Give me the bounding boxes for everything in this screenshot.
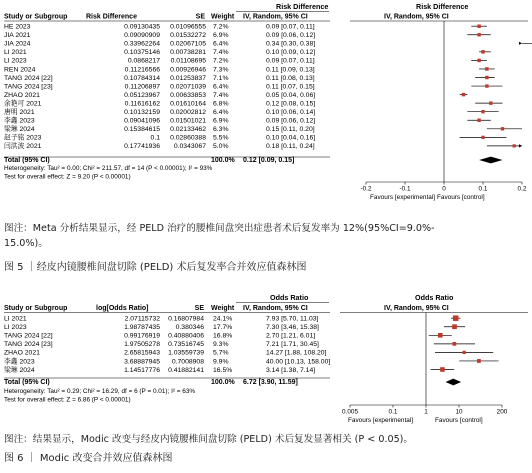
axis-tick-label: 0 bbox=[442, 185, 446, 193]
study-ci: 0.09 [0.07, 0.11] bbox=[266, 57, 315, 65]
study-weight: 6.3% bbox=[213, 126, 229, 134]
study-weight: 16.8% bbox=[213, 332, 233, 340]
study-point-estimate bbox=[462, 93, 465, 96]
study-point-estimate bbox=[501, 127, 504, 130]
study-row bbox=[4, 365, 315, 374]
study-row bbox=[4, 133, 315, 142]
study-ci: 0.15 [0.11, 0.20] bbox=[266, 126, 315, 134]
study-ci: 0.05 [0.04, 0.06] bbox=[266, 91, 316, 99]
study-weight: 5.5% bbox=[213, 134, 229, 142]
study-ci: 0.10 [0.04, 0.16] bbox=[266, 134, 316, 142]
study-row bbox=[4, 75, 315, 82]
fig5-overall-effect: Test for overall effect: Z = 9.20 (P < 0.00001) bbox=[4, 173, 131, 181]
study-row bbox=[4, 107, 315, 116]
study-estimate: 0.11206897 bbox=[124, 83, 160, 91]
study-ci: 0.09 [0.06, 0.12] bbox=[266, 32, 316, 40]
study-estimate: 0.09130435 bbox=[124, 23, 160, 31]
study-point-estimate bbox=[513, 144, 516, 147]
study-name: 梁琳 2024 bbox=[4, 366, 35, 374]
study-weight: 7.1% bbox=[213, 74, 229, 82]
study-se: 1.03559739 bbox=[168, 349, 204, 357]
study-weight: 7.2% bbox=[213, 57, 229, 65]
fig5-favours-right: Favours [control] bbox=[437, 194, 485, 201]
study-weight: 9.9% bbox=[213, 358, 229, 366]
study-ci: 7.21 [1.71, 30.45] bbox=[266, 341, 319, 349]
study-weight: 6.4% bbox=[213, 40, 229, 48]
study-row bbox=[4, 58, 315, 65]
study-name: 梁琳 2024 bbox=[4, 126, 35, 134]
study-row bbox=[4, 341, 319, 348]
study-point-estimate bbox=[452, 324, 457, 329]
study-point-estimate bbox=[440, 367, 445, 372]
fig6-col-ci: IV, Random, 95% CI bbox=[243, 305, 308, 312]
study-se: 0.380346 bbox=[175, 324, 204, 332]
study-point-estimate bbox=[477, 24, 480, 27]
axis-tick-label: 1 bbox=[424, 408, 428, 416]
fig6-title: 图 6 ｜ Modic 改变合并效应值森林图 bbox=[4, 453, 173, 464]
study-weight: 6.8% bbox=[213, 100, 229, 108]
ci-overflow-arrow bbox=[519, 144, 522, 147]
study-name: 余艳可 2021 bbox=[4, 100, 42, 108]
fig6-marks bbox=[426, 313, 499, 406]
study-ci: 7.30 [3.46, 15.38] bbox=[266, 324, 319, 332]
study-se: 0.01096555 bbox=[170, 23, 206, 31]
fig5-x-axis bbox=[360, 182, 526, 193]
study-weight: 6.4% bbox=[213, 83, 229, 91]
study-estimate: 0.11616162 bbox=[124, 100, 160, 108]
study-ci: 0.18 [0.11, 0.24] bbox=[266, 143, 315, 151]
fig6-col-se: SE bbox=[194, 305, 204, 312]
study-row bbox=[4, 24, 315, 31]
study-point-estimate bbox=[438, 333, 443, 338]
study-weight: 24.1% bbox=[213, 315, 233, 323]
study-se: 0.01108695 bbox=[170, 57, 206, 65]
fig5-plot-header: Risk Difference bbox=[416, 2, 469, 11]
fig6-col-plot: IV, Random, 95% CI bbox=[384, 305, 449, 312]
study-point-estimate bbox=[453, 315, 458, 320]
study-name: ZHAO 2021 bbox=[4, 91, 40, 99]
study-se: 0.41882141 bbox=[168, 366, 204, 374]
study-row bbox=[4, 333, 315, 340]
fig6-total-weight: 100.0% bbox=[211, 379, 235, 386]
study-point-estimate bbox=[452, 342, 456, 346]
axis-tick-label: 0.1 bbox=[478, 185, 488, 193]
study-se: 0.02002812 bbox=[170, 109, 206, 116]
fig6-col-logor: log[Odds Ratio] bbox=[96, 305, 149, 312]
study-weight: 7.3% bbox=[213, 66, 229, 74]
study-estimate: 3.68887945 bbox=[124, 358, 160, 366]
study-se: 0.02071039 bbox=[170, 83, 206, 91]
study-name: HE 2023 bbox=[4, 23, 31, 31]
study-name: 闫洪波 2021 bbox=[4, 143, 42, 151]
study-name: LI 2021 bbox=[4, 315, 27, 323]
fig6-group-header: Odds Ratio bbox=[270, 293, 309, 302]
study-name: 李鑫 2023 bbox=[4, 117, 35, 125]
study-ci: 2.70 [1.21, 6.01] bbox=[266, 332, 316, 340]
study-point-estimate bbox=[481, 136, 484, 139]
study-row bbox=[4, 92, 315, 99]
fig5-favours-left: Favours [experimental] bbox=[370, 194, 435, 201]
study-row bbox=[4, 116, 315, 125]
axis-tick-label: -0.1 bbox=[399, 185, 411, 193]
fig6-col-study: Study or Subgroup bbox=[4, 305, 68, 312]
study-name: LI 2023 bbox=[4, 57, 27, 65]
study-ci: 0.12 [0.08, 0.15] bbox=[266, 100, 316, 108]
fig6-study-rows bbox=[4, 316, 330, 374]
fig5-group-header: Risk Difference bbox=[276, 2, 329, 11]
study-weight: 6.4% bbox=[213, 109, 229, 116]
study-row bbox=[4, 124, 315, 133]
study-point-estimate bbox=[481, 50, 484, 53]
study-ci: 7.93 [5.70, 11.03] bbox=[266, 315, 319, 323]
study-ci: 40.00 [10.13, 158.00] bbox=[266, 358, 331, 366]
fig6-total-label: Total (95% CI) bbox=[4, 379, 50, 386]
axis-tick-label: -0.2 bbox=[360, 185, 372, 193]
study-ci: 0.09 [0.07, 0.11] bbox=[266, 23, 315, 31]
study-name: ZHAO 2021 bbox=[4, 349, 40, 357]
study-estimate: 0.09041096 bbox=[124, 117, 160, 125]
fig6-favours-left: Favours [experimental] bbox=[348, 417, 413, 424]
study-weight: 6.9% bbox=[213, 117, 229, 125]
study-estimate: 1.97505278 bbox=[124, 341, 160, 349]
fig5-total-label: Total (95% CI) bbox=[4, 157, 50, 164]
fig6-favours-right: Favours [control] bbox=[435, 417, 483, 424]
study-estimate: 1.14517776 bbox=[124, 366, 160, 374]
study-name: JIA 2021 bbox=[4, 32, 31, 40]
study-name: JIA 2024 bbox=[4, 40, 31, 48]
study-point-estimate bbox=[481, 110, 484, 113]
fig5-total-weight: 100.0% bbox=[211, 157, 235, 164]
study-row bbox=[4, 98, 315, 107]
study-estimate: 0.33962264 bbox=[124, 40, 160, 48]
study-row bbox=[4, 66, 315, 73]
study-se: 0.02860388 bbox=[170, 134, 206, 142]
figure5-forest-plot bbox=[4, 2, 532, 201]
study-se: 0.0343067 bbox=[173, 143, 206, 151]
study-estimate: 0.17741936 bbox=[124, 143, 160, 151]
study-ci: 0.11 [0.08, 0.13] bbox=[266, 74, 315, 82]
study-estimate: 0.10784314 bbox=[124, 74, 160, 82]
study-row bbox=[4, 324, 319, 331]
fig6-heterogeneity: Heterogeneity: Tau² = 0.29; Chi² = 16.29, df = 6 (P = 0.01); I² = 63% bbox=[4, 388, 196, 395]
figure6-forest-plot bbox=[4, 293, 528, 424]
study-weight: 5.0% bbox=[213, 143, 229, 151]
pooled-diamond bbox=[446, 379, 462, 386]
study-se: 0.01253837 bbox=[170, 74, 206, 82]
study-name: TANG 2024 [22] bbox=[4, 332, 53, 340]
study-row bbox=[4, 49, 315, 56]
study-name: LI 2023 bbox=[4, 324, 27, 332]
study-se: 0.01501021 bbox=[170, 117, 206, 125]
study-row bbox=[4, 83, 315, 90]
study-se: 0.02133462 bbox=[170, 126, 206, 134]
fig5-marks bbox=[444, 21, 532, 182]
study-ci: 0.11 [0.07, 0.15] bbox=[266, 83, 315, 91]
fig6-caption: 图注：结果显示，Modic 改变与经皮内镜腰椎间盘切除 (PELD) 术后复发显著相关 (P < 0.05)。 bbox=[4, 434, 414, 445]
study-se: 0.00738281 bbox=[170, 49, 206, 57]
study-weight: 7.2% bbox=[213, 23, 229, 31]
study-ci: 0.09 [0.06, 0.12] bbox=[266, 117, 316, 125]
study-weight: 5.7% bbox=[213, 349, 229, 357]
fig5-heterogeneity: Heterogeneity: Tau² = 0.00; Chi² = 211.57, df = 14 (P < 0.00001); I² = 93% bbox=[4, 165, 213, 172]
study-point-estimate bbox=[477, 59, 480, 62]
axis-tick-label: 0.1 bbox=[388, 408, 398, 416]
study-ci: 0.10 [0.09, 0.12] bbox=[266, 49, 316, 57]
study-estimate: 0.1 bbox=[150, 134, 160, 142]
axis-tick-label: 10 bbox=[455, 408, 463, 416]
ci-overflow-arrow bbox=[519, 42, 522, 45]
study-name: REN 2024 bbox=[4, 66, 36, 74]
study-se: 0.7008908 bbox=[171, 358, 204, 366]
study-row bbox=[4, 32, 315, 39]
study-se: 0.73516745 bbox=[168, 341, 204, 349]
study-ci: 3.14 [1.38, 7.14] bbox=[266, 366, 316, 374]
fig5-col-study: Study or Subgroup bbox=[4, 13, 68, 21]
study-name: 唐明 2021 bbox=[4, 109, 35, 116]
study-estimate: 0.11216566 bbox=[124, 66, 160, 74]
study-ci: 0.11 [0.09, 0.13] bbox=[266, 66, 315, 74]
study-row bbox=[4, 316, 319, 323]
study-estimate: 1.98787435 bbox=[124, 324, 160, 332]
study-se: 0.40880406 bbox=[168, 332, 204, 340]
study-point-estimate bbox=[477, 33, 480, 36]
fig5-caption-line1: 图注：Meta 分析结果显示，经 PELD 治疗的腰椎间盘突出症患者术后复发率为 12%(95%CI=9.0%- bbox=[4, 223, 435, 234]
study-weight: 17.7% bbox=[213, 324, 233, 332]
study-point-estimate bbox=[485, 67, 488, 70]
study-estimate: 0.05123967 bbox=[124, 91, 160, 99]
study-estimate: 2.65815943 bbox=[124, 349, 160, 357]
study-name: 李鑫 2023 bbox=[4, 358, 35, 366]
study-estimate: 2.07115732 bbox=[124, 315, 160, 323]
study-estimate: 0.10375146 bbox=[124, 49, 160, 57]
study-point-estimate bbox=[489, 101, 492, 104]
study-weight: 6.9% bbox=[213, 32, 229, 40]
fig6-plot-header: Odds Ratio bbox=[415, 293, 454, 302]
study-se: 0.01532272 bbox=[170, 32, 206, 40]
fig5-col-weight: Weight bbox=[211, 13, 235, 21]
fig5-col-rd: Risk Difference bbox=[86, 13, 137, 21]
study-se: 0.00633853 bbox=[170, 91, 206, 99]
fig5-caption-line2: 15.0%)。 bbox=[4, 238, 48, 249]
study-weight: 16.5% bbox=[213, 366, 233, 374]
study-se: 0.00926946 bbox=[170, 66, 206, 74]
study-ci: 14.27 [1.88, 108.20] bbox=[266, 349, 327, 357]
fig5-study-rows bbox=[4, 24, 315, 151]
study-point-estimate bbox=[462, 351, 465, 354]
study-ci: 0.10 [0.06, 0.14] bbox=[266, 109, 316, 116]
study-point-estimate bbox=[485, 84, 488, 87]
study-ci: 0.34 [0.30, 0.38] bbox=[266, 40, 316, 48]
fig5-col-se: SE bbox=[195, 13, 205, 21]
study-point-estimate bbox=[477, 359, 481, 363]
study-estimate: 0.15384615 bbox=[124, 126, 160, 134]
study-estimate: 0.09090909 bbox=[124, 32, 160, 40]
study-weight: 7.4% bbox=[213, 91, 229, 99]
study-weight: 9.3% bbox=[213, 341, 229, 349]
study-name: 赵子铭 2023 bbox=[4, 134, 42, 142]
fig5-col-plot: IV, Random, 95% CI bbox=[384, 13, 449, 21]
study-row bbox=[4, 356, 330, 365]
fig6-total-ci: 6.72 [3.90, 11.59] bbox=[243, 379, 298, 386]
study-se: 0.02067105 bbox=[170, 40, 206, 48]
study-name: TANG 2024 [23] bbox=[4, 341, 53, 349]
axis-tick-label: 0.005 bbox=[342, 408, 358, 416]
study-row bbox=[4, 350, 327, 357]
study-name: TANG 2024 [23] bbox=[4, 83, 53, 91]
fig6-col-weight: Weight bbox=[211, 305, 235, 312]
study-row bbox=[4, 141, 315, 150]
study-estimate: 0.99176919 bbox=[124, 332, 160, 340]
axis-tick-label: 200 bbox=[496, 408, 508, 416]
study-point-estimate bbox=[485, 76, 488, 79]
fig5-col-ci: IV, Random, 95% CI bbox=[243, 13, 308, 21]
fig6-overall-effect: Test for overall effect: Z = 6.86 (P < 0.00001) bbox=[4, 396, 131, 404]
pooled-diamond bbox=[479, 157, 502, 164]
fig5-title: 图 5 ｜经皮内镜腰椎间盘切除 (PELD) 术后复发率合并效应值森林图 bbox=[4, 262, 307, 273]
study-weight: 7.4% bbox=[213, 49, 229, 57]
study-se: 0.16807984 bbox=[168, 315, 204, 323]
axis-tick-label: 0.2 bbox=[517, 185, 527, 193]
fig6-x-axis bbox=[342, 405, 508, 416]
study-name: TANG 2024 [22] bbox=[4, 74, 53, 82]
study-row bbox=[4, 41, 315, 48]
study-estimate: 0.0868217 bbox=[127, 57, 160, 65]
study-estimate: 0.10132159 bbox=[124, 109, 160, 116]
study-name: LI 2021 bbox=[4, 49, 27, 57]
study-se: 0.01610164 bbox=[170, 100, 206, 108]
fig5-total-ci: 0.12 [0.09, 0.15] bbox=[243, 157, 295, 164]
study-point-estimate bbox=[477, 119, 480, 122]
